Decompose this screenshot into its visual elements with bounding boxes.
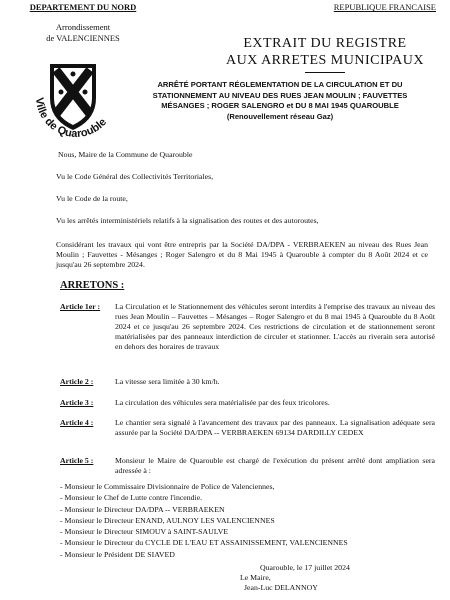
preamble-considerant: Considérant les travaux qui vont être entrepris par la Société DA/DPA - VERBRAEKEN au niveau des Rues Jean Moulin ; Fauvettes - Mésanges ; Roger Salengro et du 8 Mai 1945 à Quarouble à compter du 8 Août 2024 et ce jusqu'au 26 septembre 2024. <box>56 240 428 269</box>
article-text: Le chantier sera signalé à l'avancement des travaux par des panneaux. La signalisation adéquate sera assurée par la Société DA/DPA -- VERBRAEKEN 69134 DARDILLY CEDEX <box>115 418 435 437</box>
article-1 <box>60 302 435 352</box>
list-item: - Monsieur le Président DE SIAVED <box>60 549 175 559</box>
recipients-list <box>60 481 430 560</box>
list-item: - Monsieur le Commissaire Divisionnaire de Police de Valenciennes, <box>60 482 275 491</box>
department-label: DEPARTEMENT DU NORD <box>29 2 137 12</box>
preamble-code-collectivites: Vu le Code Général des Collectivités Territoriales, <box>56 172 214 181</box>
article-text: Monsieur le Maire de Quarouble est chargé de l'exécution du présent arrêté dont ampliation sera adressée à : <box>115 456 435 475</box>
issuer-header <box>8 2 158 44</box>
arrete-heading-line2: STATIONNEMENT AU NIVEAU DES RUES JEAN MOULIN ; FAUVETTES <box>152 90 408 100</box>
register-title-line2: AUX ARRETES MUNICIPAUX <box>226 53 424 68</box>
article-3 <box>60 398 435 408</box>
logo-text: Ville de Quarouble <box>32 96 110 141</box>
title-divider <box>305 72 345 73</box>
preamble <box>56 150 428 270</box>
preamble-mayor: Nous, Maire de la Commune de Quarouble <box>58 150 193 159</box>
signature-role: Le Maire, <box>240 573 271 582</box>
article-label: Article 4 : <box>60 418 94 427</box>
arrondissement-city: de VALENCIENNES <box>46 33 120 43</box>
list-item: - Monsieur le Directeur DA/DPA -- VERBRAEKEN <box>60 504 225 514</box>
arrete-heading-line1: ARRÊTÉ PORTANT RÉGLEMENTATION DE LA CIRCULATION ET DU <box>157 80 403 89</box>
list-item: - Monsieur le Directeur du CYCLE DE L'EAU ET ASSAINISSEMENT, VALENCIENNES <box>60 538 348 548</box>
preamble-arretes: Vu les arrêtés interministériels relatifs à la signalisation des routes et des autoroutes, <box>56 216 319 225</box>
arrete-heading <box>120 80 440 122</box>
signature-place-date: Quarouble, le 17 juillet 2024 <box>260 563 350 572</box>
article-label: Article 1er : <box>60 302 101 311</box>
register-title-line1: EXTRAIT DU REGISTRE <box>243 36 407 51</box>
register-title <box>210 36 440 73</box>
arrondissement-label: Arrondissement <box>55 22 111 32</box>
list-item: - Monsieur le Directeur ENAND, AULNOY LES VALENCIENNES <box>60 515 275 525</box>
arretons-heading: ARRETONS : <box>60 280 125 291</box>
list-item: - Monsieur le Directeur SIMOUV à SAINT-SAULVE <box>60 527 229 537</box>
signature-name: Jean-Luc DELANNOY <box>244 583 318 592</box>
preamble-code-route: Vu le Code de la route, <box>56 194 128 203</box>
arrete-heading-subtitle: (Renouvellement réseau Gaz) <box>226 111 334 121</box>
article-text: La Circulation et le Stationnement des véhicules seront interdits à l'emprise des travaux au niveau des rues Jean Moulin – Fauvettes – Mésanges – Roger Salengro et du 8 mai 1945 à Quarouble du 8 Août 2024 et ce jusqu'au 26 septembre 2024. Ces restrictions de circulation et de stationnement seront matérialisées par des panneaux interdiction de circuler et stationner. L'accès au riverain sera autorisé en dehors des horaires de travaux <box>115 302 435 351</box>
article-label: Article 3 : <box>60 398 94 407</box>
article-text: La circulation des véhicules sera matérialisée par des feux tricolores. <box>115 398 330 407</box>
article-label: Article 2 : <box>60 377 94 386</box>
list-item: - Monsieur le Chef de Lutte contre l'incendie. <box>60 493 203 503</box>
arrete-heading-line3: MÉSANGES ; ROGER SALENGRO et DU 8 MAI 1945 QUAROUBLE <box>161 101 399 110</box>
town-coat-of-arms-icon <box>28 58 118 150</box>
article-4 <box>60 418 435 438</box>
article-text: La vitesse sera limitée à 30 km/h. <box>115 377 220 386</box>
article-label: Article 5 : <box>60 456 94 465</box>
republique-label: REPUBLIQUE FRANCAISE <box>333 2 436 12</box>
article-2 <box>60 377 435 387</box>
signature-block <box>230 563 430 593</box>
article-5 <box>60 456 435 476</box>
